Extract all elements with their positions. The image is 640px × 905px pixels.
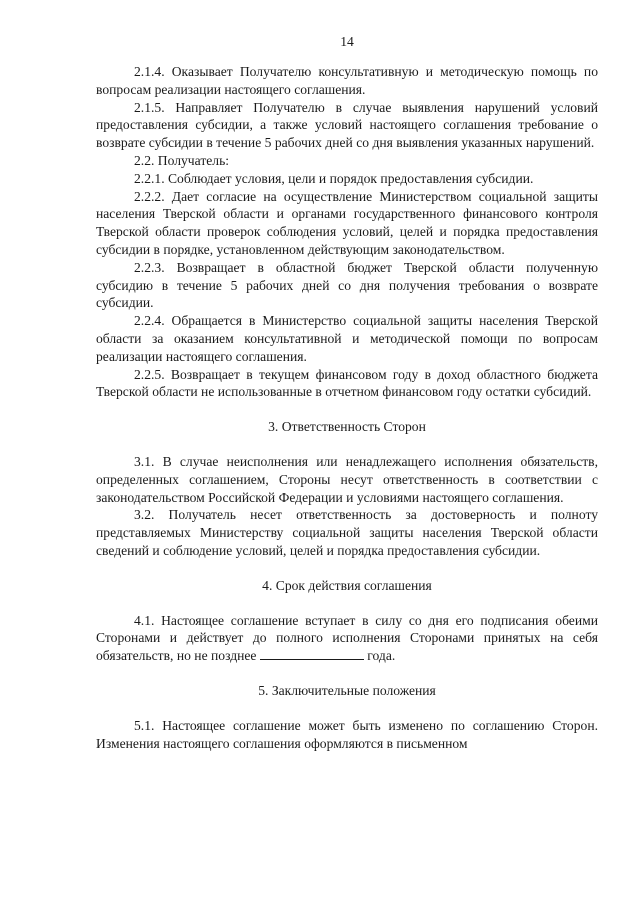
clause-4-1-text: 4.1. Настоящее соглашение вступает в силу со дня его подписания обеими Сторонами и действует до полного исполнения Сторонами принятых на себя обязательств, но не позднее	[96, 612, 598, 664]
section-heading-3: 3. Ответственность Сторон	[268, 419, 426, 435]
document-body	[96, 63, 598, 752]
section-heading-5: 5. Заключительные положения	[258, 682, 436, 698]
clause-2-2-5: 2.2.5. Возвращает в текущем финансовом году в доход областного бюджета Тверской области не использованные в отчетном финансовом году остатки субсидий.	[96, 366, 598, 400]
page-number: 14	[340, 34, 354, 49]
clause-2-2-2: 2.2.2. Дает согласие на осуществление Министерством социальной защиты населения Тверской области и органами государственного финансового контроля Тверской области проверок соблюдения условий, целей и порядка предоставления субсидии в порядке, установленном действующим законодательством.	[96, 188, 598, 257]
clause-2-1-5: 2.1.5. Направляет Получателю в случае выявления нарушений условий предоставления субсидии, а также условий настоящего соглашения требование о возврате субсидии в течение 5 рабочих дней со дня выявления указанных нарушений.	[96, 99, 598, 151]
clause-2-2-3: 2.2.3. Возвращает в областной бюджет Тверской области полученную субсидию в течение 5 рабочих дней со дня получения требования о возврате субсидии.	[96, 259, 598, 311]
clause-2-1-4: 2.1.4. Оказывает Получателю консультативную и методическую помощь по вопросам реализации настоящего соглашения.	[96, 64, 598, 97]
clause-2-2: 2.2. Получатель:	[134, 152, 230, 168]
clause-4-1-tail: года.	[363, 648, 396, 664]
clause-3-2: 3.2. Получатель несет ответственность за достоверность и полноту представляемых Министерству социальной защиты населения Тверской области сведений и соблюдение условий, целей и порядка предоставления субсидии.	[96, 507, 598, 558]
clause-3-1: 3.1. В случае неисполнения или ненадлежащего исполнения обязательств, определенных соглашением, Стороны несут ответственность в соответствии с законодательством Российской Федерации и условиями настоящего соглашения.	[96, 453, 598, 505]
section-heading-4: 4. Срок действия соглашения	[262, 577, 432, 593]
clause-5-1: 5.1. Настоящее соглашение может быть изменено по соглашению Сторон. Изменения настоящего соглашения оформляются в письменном	[96, 717, 598, 751]
date-blank-line	[260, 647, 364, 660]
clause-2-2-1: 2.2.1. Соблюдает условия, цели и порядок предоставления субсидии.	[134, 170, 534, 186]
clause-2-2-4: 2.2.4. Обращается в Министерство социальной защиты населения Тверской области за оказанием консультативной и методической помощи по вопросам реализации настоящего соглашения.	[96, 313, 598, 364]
clause-4-1	[96, 612, 598, 665]
